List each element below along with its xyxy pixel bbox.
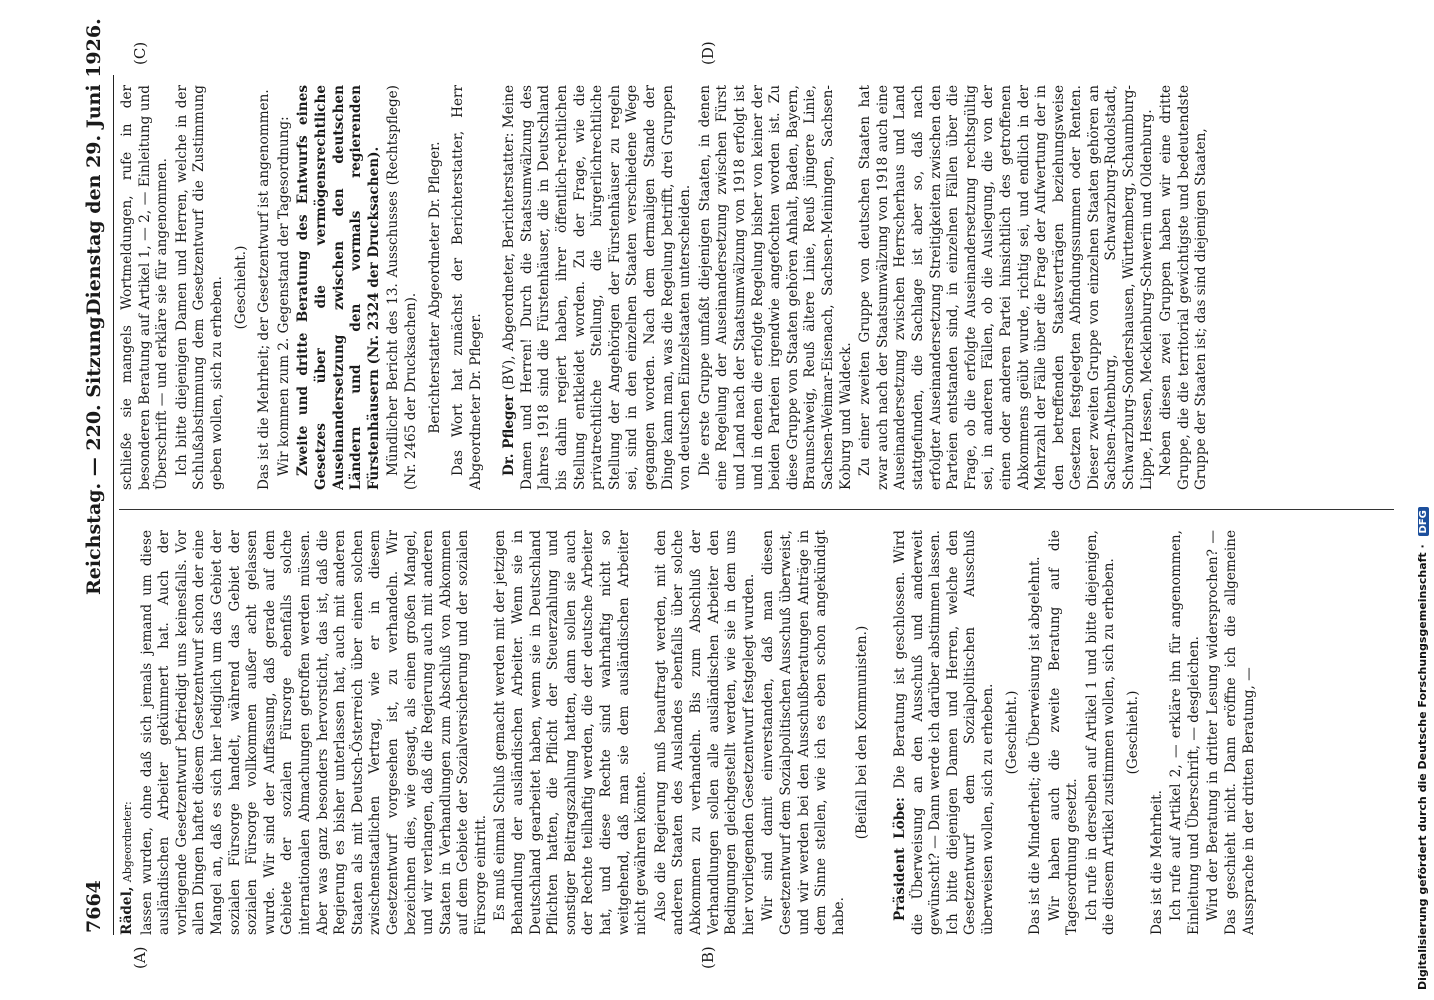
page-header [79,18,114,935]
paragraph: Neben diesen zwei Gruppen haben wir eine dritte Gruppe, die die territorial gewichtigste und bedeutendste Gruppe der Staaten ist; das sind diejenigen Staaten, [1158,85,1210,490]
paragraph: Mündlicher Bericht des 13. Ausschusses (Rechtspflege) (Nr. 2465 der Drucksachen). [385,85,419,490]
right-column [119,85,1394,490]
paragraph: Wir kommen zum 2. Gegenstand der Tagesordnung: [275,116,292,476]
speaker-name: Rädel, [119,886,135,935]
stage-note: (Geschieht.) [232,245,249,330]
paragraph: Das ist die Mehrheit. [1148,790,1165,935]
margin-marker-b: (B) [699,946,717,969]
paragraph: Das Wort hat zunächst der Berichterstatter, Herr Abgeordneter Dr. Pfleger. [450,85,484,490]
paragraph: Ich rufe auf Artikel 2, — erkläre ihn für angenommen, Einleitung und Überschrift, — desgleichen. [1168,530,1202,935]
rotated-page [79,18,1399,969]
dfg-logo: DFG [1418,507,1429,536]
paragraph: Also die Regierung muß beauftragt werden, mit den anderen Staaten des Auslandes ebenfalls über solche Abkommen zu verhandeln. Bis zum Abschluß der Verhandlungen sollen alle ausländischen Arbeiter den Bedingungen gleichgestellt werden, wie sie in dem uns hier vorliegenden Gesetzentwurf festgelegt wurden. [652,530,757,935]
speaker-statement [501,85,695,490]
speaker-role: Abgeordneter: [121,801,134,883]
session-title: Reichstag. — 220. Sitzung. [83,309,105,595]
digitization-credit [1416,10,1434,990]
paragraph: lassen wurden, ohne daß sich jemals jemand um diese ausländischen Arbeiter gekümmert hat. Auch der vorliegende Gesetzentwurf befriedigt uns keinesfalls. Vor allen Dingen haftet diesem Gesetzentwurf schon der eine Mangel an, daß es sich hier lediglich um das Gebiet der sozialen Fürsorge handelt, während das Gebiet der sozialen Fürsorge vollkommen außer acht gelassen wurde. Wir sind der Auffassung, daß gerade auf dem Gebiete der sozialen Fürsorge ebenfalls solche internationalen Abmachungen getroffen werden müssen. Aber was ganz besonders hervorsticht, das ist, daß die Regierung es bisher unterlassen hat, auch mit anderen Staaten als mit Deutsch-Österreich über einen solchen zwischenstaatlichen Vertrag, wie er in diesem Gesetzentwurf vorgesehen ist, zu verhandeln. Wir bezeichnen dies, wie gesagt, als einen großen Mangel, und wir verlangen, daß die Regierung auch mit anderen Staaten in Verhandlungen zum Abschluß von Abkommen auf dem Gebiete der Sozialversicherung und der sozialen Fürsorge eintritt. [138,530,489,935]
left-column [119,530,1394,935]
stage-note: (Geschieht.) [1125,690,1142,775]
paragraph: Wird der Beratung in dritter Lesung widersprochen? — Das geschieht nicht. Dann eröffne ich die allgemeine Aussprache in der dritten Beratung, — [1205,530,1257,935]
applause-note: (Beifall bei den Kommunisten.) [854,625,871,840]
session-date: Dienstag den 29. Juni 1926. [83,18,105,315]
paragraph: Wir haben auch die zweite Beratung auf die Tagesordnung gesetzt. [1046,530,1081,935]
margin-marker-c: (C) [131,41,149,65]
paragraph: Das ist die Minderheit; die Überweisung ist abgelehnt. [1027,556,1044,935]
paragraph: Das ist die Mehrheit; der Gesetzentwurf ist angenommen. [256,89,273,490]
credit-text: Digitalisierung gefördert durch die Deutsche Forschungsgemeinschaft · [1416,544,1429,990]
president-name: Präsident Löbe: [891,797,908,921]
paragraph: Wir sind damit einverstanden, daß man diesen Gesetzentwurf dem Sozialpolitischen Ausschuß überweist, und wir werden bei den Ausschußberatungen Anträge in dem Sinne stellen, wie ich es eben schon angekündigt habe. [760,530,847,935]
paragraph: Zu einer zweiten Gruppe von deutschen Staaten hat zwar auch nach der Staatsumwälzung von 1918 auch eine Auseinandersetzung zwischen Herrscherhaus und Land stattgefunden, die Sachlage ist aber so, daß nach erfolgter Auseinandersetzung Streitigkeiten zwischen den Parteien entstanden sind, in einzelnen Fällen über die Frage, ob die erfolgte Auseinandersetzung rechtsgültig sei, in anderen Fällen, ob die Auslegung, die von der einen oder anderen Partei hinsichtlich des getroffenen Abkommens geübt wurde, richtig sei, und endlich in der Mehrzahl der Fälle über die Frage der Aufwertung der in den betreffenden Staatsverträgen beziehungsweise Gesetzen festgelegten Abfindungssummen oder Renten. Dieser zweiten Gruppe von einzelnen Staaten gehören an Sachsen-Altenburg, Schwarzburg-Rudolstadt, Schwarzburg-Sondershausen, Württemberg, Schaumburg-Lippe, Hessen, Mecklenburg-Schwerin und Oldenburg. [857,85,1155,490]
paragraph: Die erste Gruppe umfaßt diejenigen Staaten, in denen eine Regelung der Auseinandersetzung zwischen Fürst und Land nach der Staatsumwälzung von 1918 erfolgt ist und in denen die erfolgte Regelung bisher von keiner der beiden Parteien irgendwie angefochten worden ist. Zu diese Gruppe von Staaten gehören Anhalt, Baden, Bayern, Braunschweig, Reuß ältere Linie, Reuß jüngere Linie, Sachsen-Weimar-Eisenach, Sachsen-Meiningen, Sachsen-Koburg und Waldeck. [696,85,854,490]
speaker-name: Dr. Pfleger [501,394,518,476]
speaker-line [119,530,137,935]
stage-note: (Geschieht.) [1003,690,1020,775]
paragraph: Ich rufe in derselben auf Artikel 1 und bitte diejenigen, die diesem Artikel zustimmen wollen, sich zu erheben. [1083,530,1118,935]
president-statement [892,530,998,935]
margin-marker-a: (A) [131,946,149,969]
column-divider [119,509,1394,510]
paragraph: Ich bitte diejenigen Damen und Herren, welche in der Schlußabstimmung dem Gesetzentwurf die Zustimmung geben wollen, sich zu erheben. [173,85,225,490]
margin-marker-d: (D) [699,41,717,65]
agenda-item: Zweite und dritte Beratung des Entwurfs eines Gesetzes über die vermögensrechtliche Auseinandersetzung zwischen den deutschen Ländern und den vormals regierenden Fürstenhäusern (Nr. 2324 der Drucksachen). [295,85,382,490]
paragraph: Es muß einmal Schluß gemacht werden mit der jetzigen Behandlung der ausländischen Arbeiter. Wenn sie in Deutschland gearbeitet haben, wenn sie in Deutschland Pflichten hatten, die Pflicht der Steuerzahlung und sonstiger Beitragszahlung hatten, dann sollen sie auch der Rechte teilhaftig werden, die der deutsche Arbeiter hat, und diese Rechte sind wahrhaftig nicht so weitgehend, daß man sie dem ausländischen Arbeiter nicht gewähren könnte. [492,530,650,935]
paragraph: Die Beratung ist geschlossen. Wird die Überweisung an den Ausschuß und anderweit gewünscht? — Dann werde ich darüber abstimmen lassen. Ich bitte diejenigen Damen und Herren, welche den Gesetzentwurf dem Sozialpolitischen Ausschuß überweisen wollen, sich zu erheben. [891,530,996,935]
rapporteur-line: Berichterstatter Abgeordneter Dr. Pfleger. [426,141,443,434]
paragraph: schließe sie mangels Wortmeldungen, rufe in der besonderen Beratung auf Artikel 1, — 2, — Einleitung und Überschrift — und erkläre sie für angenommen. [119,85,171,490]
paragraph: (BV), Abgeordneter, Berichterstatter: Meine Damen und Herren! Durch die Staatsumwälzung des Jahres 1918 sind die Fürstenhäuser, die in Deutschland bis dahin regiert haben, ihrer öffentlich-rechtlichen Stellung entkleidet worden. Zu der Frage, wie die privatrechtliche Stellung, die bürgerlichrechtliche Stellung der Angehörigen der Fürstenhäuser zu regeln sei, sind in den einzelnen Staaten verschiedene Wege gegangen worden. Nach dem dermaligen Stande der Dinge kann man, was die Regelung betrifft, drei Gruppen von deutschen Einzelstaaten unterscheiden. [501,85,694,490]
page-number: 7664 [83,880,105,933]
